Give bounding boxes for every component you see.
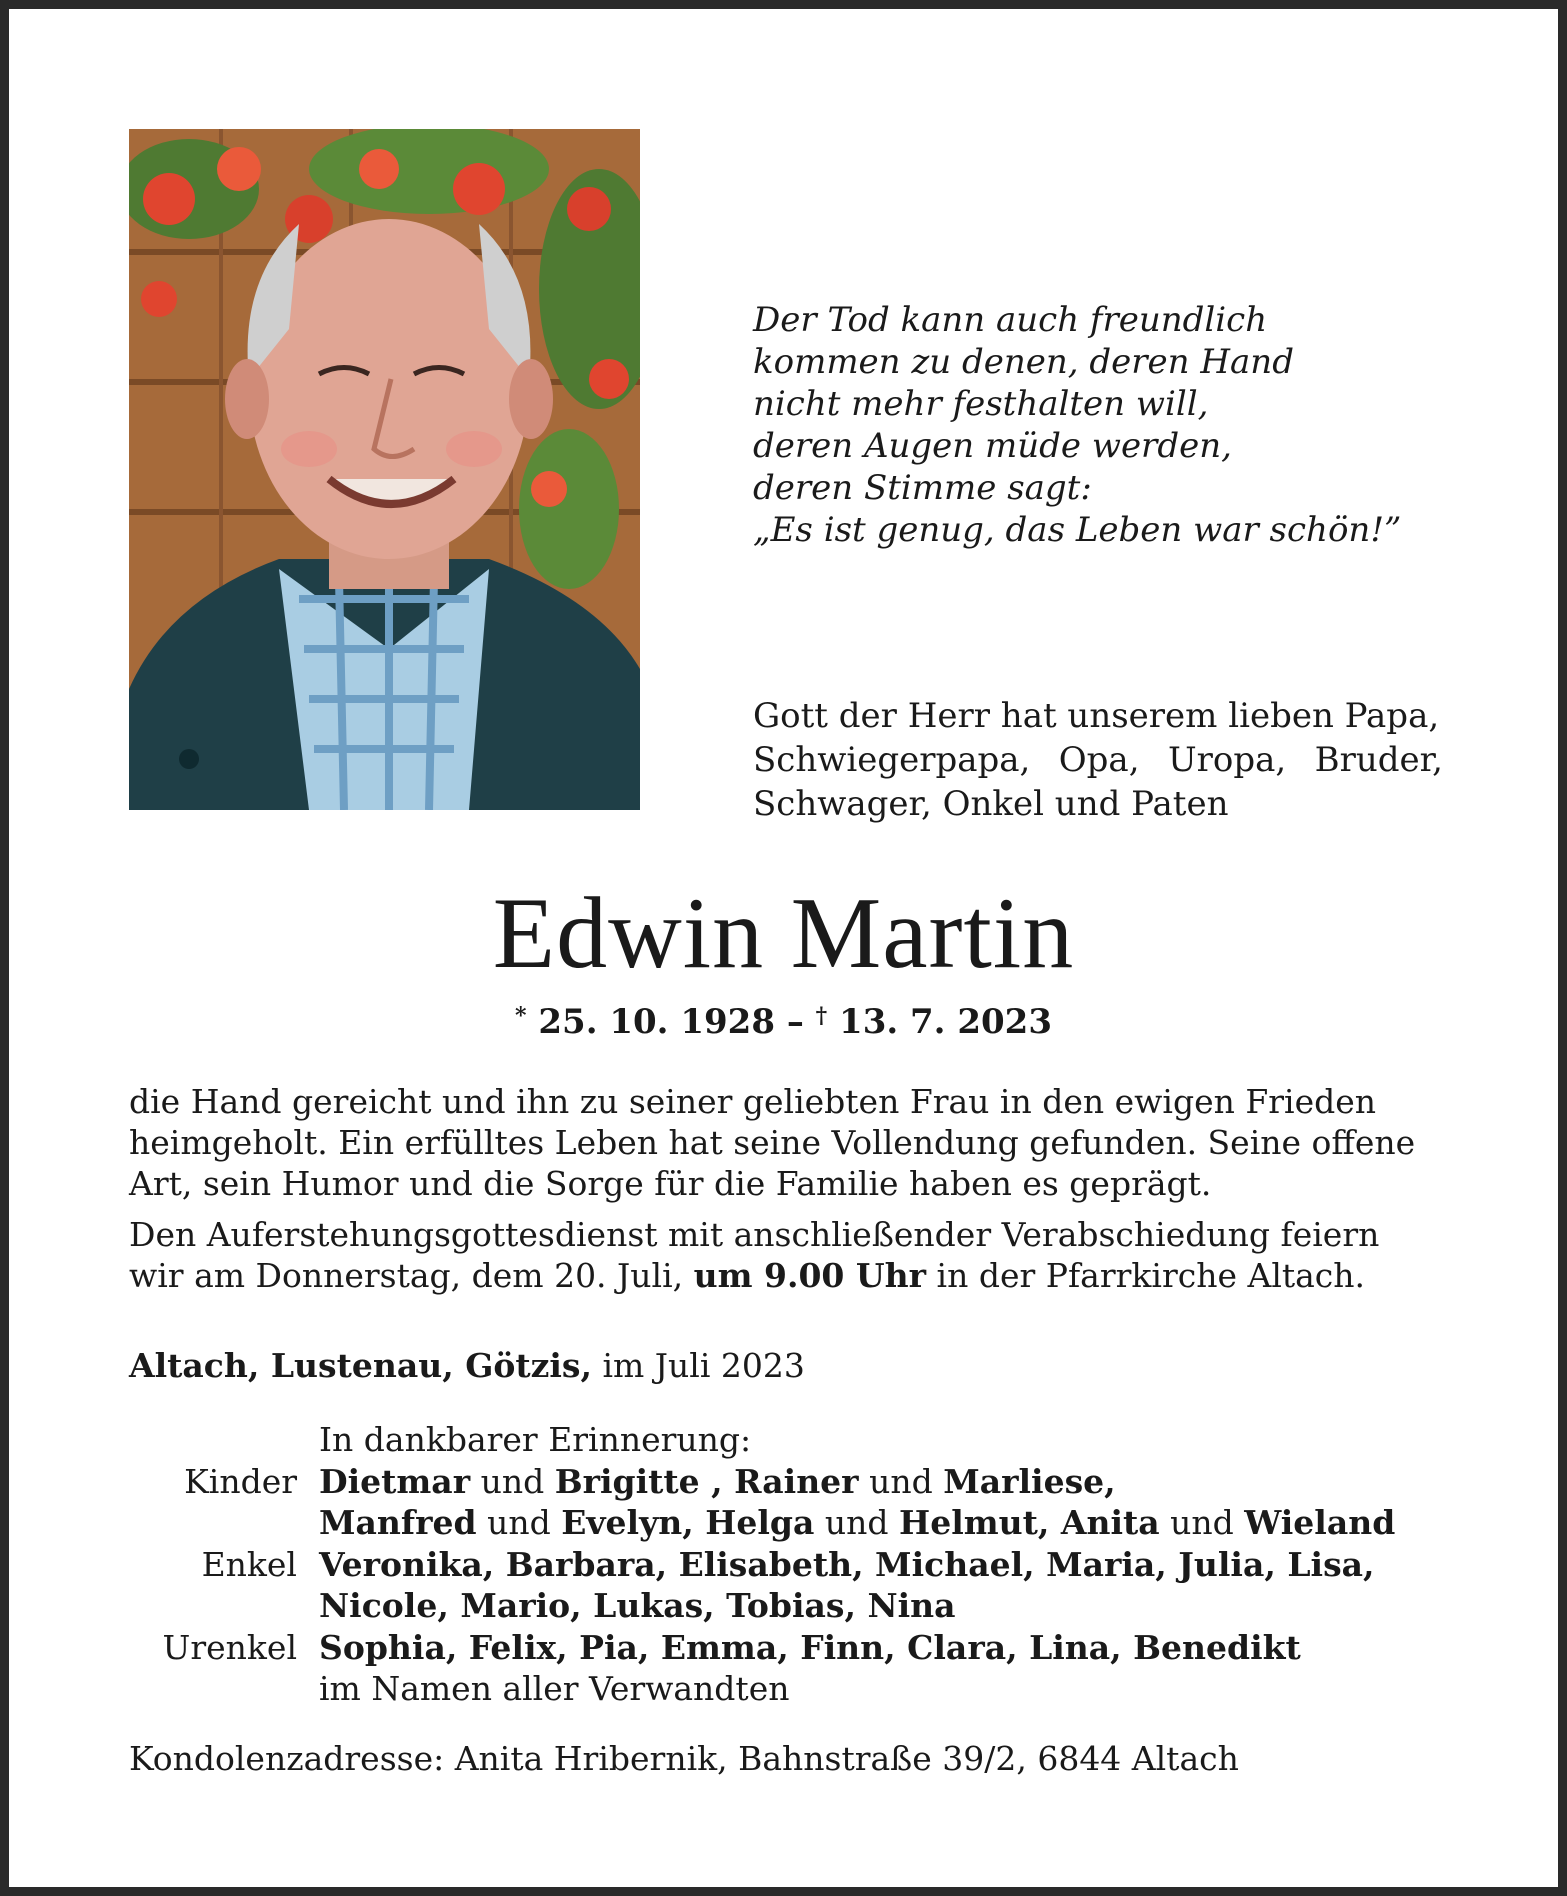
urenkel-names — [319, 1627, 1459, 1669]
body-line — [129, 1255, 1444, 1296]
enkel-row — [129, 1544, 1459, 1586]
kinder-row — [129, 1461, 1459, 1503]
mourners-list — [129, 1419, 1459, 1710]
intro-line-justified — [753, 738, 1443, 782]
portrait-illustration — [129, 129, 640, 810]
kinder-names — [319, 1502, 1459, 1544]
empty-label — [129, 1502, 319, 1544]
intro-line: Gott der Herr hat unserem lieben Papa, — [753, 696, 1440, 736]
name: Marliese, — [943, 1461, 1116, 1501]
death-symbol: † — [815, 1003, 828, 1029]
death-date: 13. 7. 2023 — [839, 1002, 1052, 1042]
names: Nicole, Mario, Lukas, Tobias, Nina — [319, 1586, 956, 1625]
kinder-label: Kinder — [184, 1461, 297, 1501]
name: Evelyn, Helga — [561, 1503, 815, 1542]
family-footer: im Namen aller Verwandten — [319, 1669, 790, 1708]
empty-label — [129, 1585, 319, 1627]
names: Sophia, Felix, Pia, Emma, Finn, Clara, Lina, Benedikt — [319, 1627, 1301, 1667]
urenkel-label: Urenkel — [162, 1627, 297, 1667]
life-dates — [9, 994, 1558, 1044]
service-time: um 9.00 Uhr — [693, 1256, 927, 1295]
body-line: Den Auferstehungsgottesdienst mit anschließender Verabschiedung feiern — [129, 1215, 1380, 1254]
place-date — [129, 1344, 805, 1388]
urenkel-row — [129, 1627, 1459, 1669]
family-header-row — [129, 1419, 1459, 1461]
name: Manfred — [319, 1503, 477, 1542]
kinder-names — [319, 1461, 1459, 1503]
empty-label — [129, 1419, 319, 1461]
intro-word: Opa, — [1058, 740, 1140, 780]
poem-line: nicht mehr festhalten will, — [753, 384, 1209, 424]
intro-word: Uropa, — [1167, 740, 1287, 780]
body-line: die Hand gereicht und ihn zu seiner geliebten Frau in den ewigen Frieden — [129, 1082, 1377, 1121]
condolence-address: Kondolenzadresse: Anita Hribernik, Bahnstraße 39/2, 6844 Altach — [129, 1739, 1239, 1778]
poem-line: kommen zu denen, deren Hand — [753, 342, 1294, 382]
paragraph-1 — [129, 1081, 1444, 1204]
enkel-label: Enkel — [201, 1544, 297, 1584]
family-footer-row — [129, 1668, 1459, 1710]
names: Veronika, Barbara, Elisabeth, Michael, Maria, Julia, Lisa, — [319, 1544, 1375, 1584]
conj: und — [487, 1503, 551, 1542]
name: Dietmar — [319, 1461, 471, 1501]
birth-date: 25. 10. 1928 – — [538, 1002, 804, 1042]
conj: und — [480, 1461, 545, 1501]
kinder-row-2 — [129, 1502, 1459, 1544]
name: Helmut, Anita — [899, 1503, 1160, 1542]
portrait-photo — [129, 129, 640, 810]
conj: und — [1170, 1503, 1234, 1542]
places: Altach, Lustenau, Götzis, — [129, 1346, 592, 1385]
conj: und — [824, 1503, 889, 1542]
service-date-text: wir am Donnerstag, dem 20. Juli, — [129, 1256, 684, 1295]
intro-word: Schwiegerpapa, — [753, 740, 1031, 780]
body-line: Art, sein Humor und die Sorge für die Familie haben es geprägt. — [129, 1164, 1212, 1203]
enkel-names — [319, 1585, 1459, 1627]
enkel-names — [319, 1544, 1459, 1586]
body-line: heimgeholt. Ein erfülltes Leben hat seine Vollendung gefunden. Seine offene — [129, 1123, 1416, 1162]
poem-line: „Es ist genug, das Leben war schön!” — [753, 510, 1402, 550]
enkel-row-2 — [129, 1585, 1459, 1627]
intro-text — [753, 694, 1443, 826]
name: Brigitte , Rainer — [554, 1461, 859, 1501]
paragraph-2 — [129, 1214, 1444, 1296]
poem-line: deren Augen müde werden, — [753, 426, 1232, 466]
poem — [753, 299, 1533, 551]
service-location-text: in der Pfarrkirche Altach. — [936, 1256, 1366, 1295]
poem-line: Der Tod kann auch freundlich — [753, 300, 1268, 340]
family-header: In dankbarer Erinnerung: — [319, 1420, 752, 1459]
month-year: im Juli 2023 — [602, 1346, 805, 1385]
name: Wieland — [1244, 1503, 1396, 1542]
conj: und — [869, 1461, 933, 1501]
poem-line: deren Stimme sagt: — [753, 468, 1092, 508]
intro-line: Schwager, Onkel und Paten — [753, 784, 1229, 824]
obituary-body — [129, 1081, 1444, 1306]
deceased-name: Edwin Martin — [492, 877, 1075, 990]
birth-symbol: * — [515, 1003, 527, 1029]
empty-label — [129, 1668, 319, 1710]
intro-word: Bruder, — [1314, 740, 1443, 780]
